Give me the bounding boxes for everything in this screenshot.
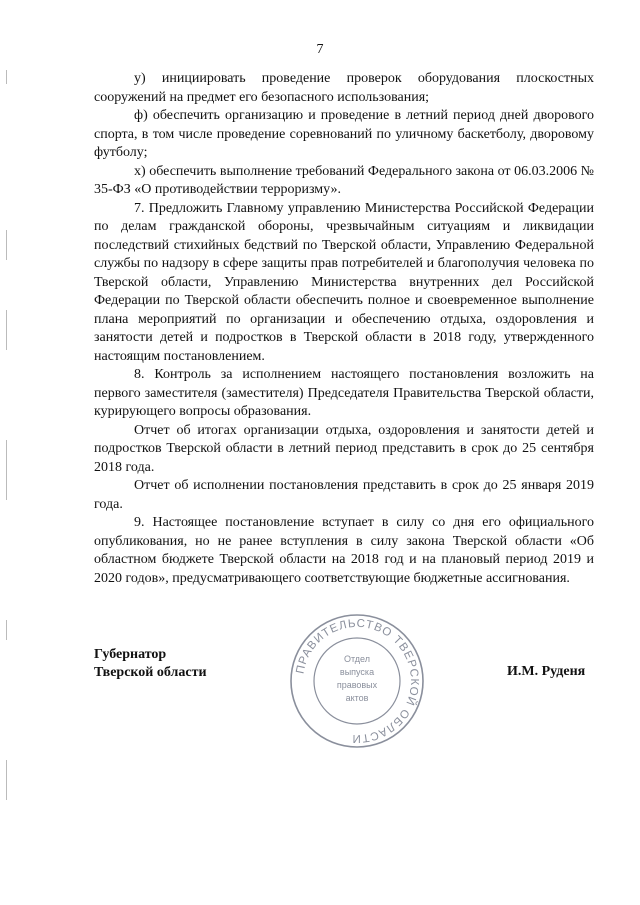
- seal-ring-text: ПРАВИТЕЛЬСТВО ТВЕРСКОЙ ОБЛАСТИ: [294, 617, 421, 745]
- document-body: [94, 70, 594, 588]
- paragraph-7: 7. Предложить Главному управлению Министерства Российской Федерации по делам гражданской обороны, чрезвычайным ситуациям и ликвидации последствий стихийных бедствий по Тверской области, Управлению Федеральной службы по надзору в сфере защиты прав потребителей и благополучия человека по Тверской области, Управлению Министерства внутренних дел Российской Федерации по Тверской области обеспечить полное и своевременное выполнение плана мероприятий по организации и обеспечению отдыха, оздоровления и занятости детей и подростков в Тверской области в 2018 году, утвержденного настоящим постановлением.: [94, 200, 594, 364]
- paragraph-f: ф) обеспечить организацию и проведение в летний период дней дворового спорта, в том числе проведение соревнований по уличному баскетболу, дворовому футболу;: [94, 108, 594, 160]
- scan-margin-marks: [6, 60, 8, 880]
- paragraph-8: 8. Контроль за исполнением настоящего постановления возложить на первого заместителя (заместителя) Председателя Правительства Тверской области, курирующего вопросы образования.: [94, 367, 594, 419]
- paragraph-9: 9. Настоящее постановление вступает в силу со дня его официального опубликования, но не ранее вступления в силу закона Тверской области «Об областном бюджете Тверской области на 2018 год и на плановый период 2019 и 2020 годов», предусматривающего соответствующие бюджетные ассигнования.: [94, 515, 594, 586]
- paragraph-report-summer: Отчет об итогах организации отдыха, оздоровления и занятости детей и подростков Тверской области в летний период представить в срок до 25 сентября 2018 года.: [94, 422, 594, 475]
- seal-center-line-4: актов: [345, 693, 369, 703]
- official-seal-stamp: [288, 612, 426, 750]
- signatory-position: [94, 646, 207, 682]
- paragraph-u: у) инициировать проведение проверок оборудования плоскостных сооружений на предмет его безопасного использования;: [94, 71, 594, 105]
- signatory-name: И.М. Руденя: [507, 664, 586, 679]
- paragraph-kh: х) обеспечить выполнение требований Федерального закона от 06.03.2006 № 35-ФЗ «О противодействии терроризму».: [94, 163, 594, 197]
- signatory-position-line1: Губернатор: [94, 647, 167, 662]
- seal-center-line-1: Отдел: [343, 654, 371, 664]
- paragraph-report-execution: Отчет об исполнении постановления представить в срок до 25 января 2019 года.: [94, 478, 594, 512]
- seal-center-line-2: выпуска: [339, 667, 375, 677]
- page-number: 7: [316, 42, 324, 57]
- seal-center-line-3: правовых: [336, 680, 378, 690]
- signatory-position-line2: Тверской области: [94, 665, 207, 680]
